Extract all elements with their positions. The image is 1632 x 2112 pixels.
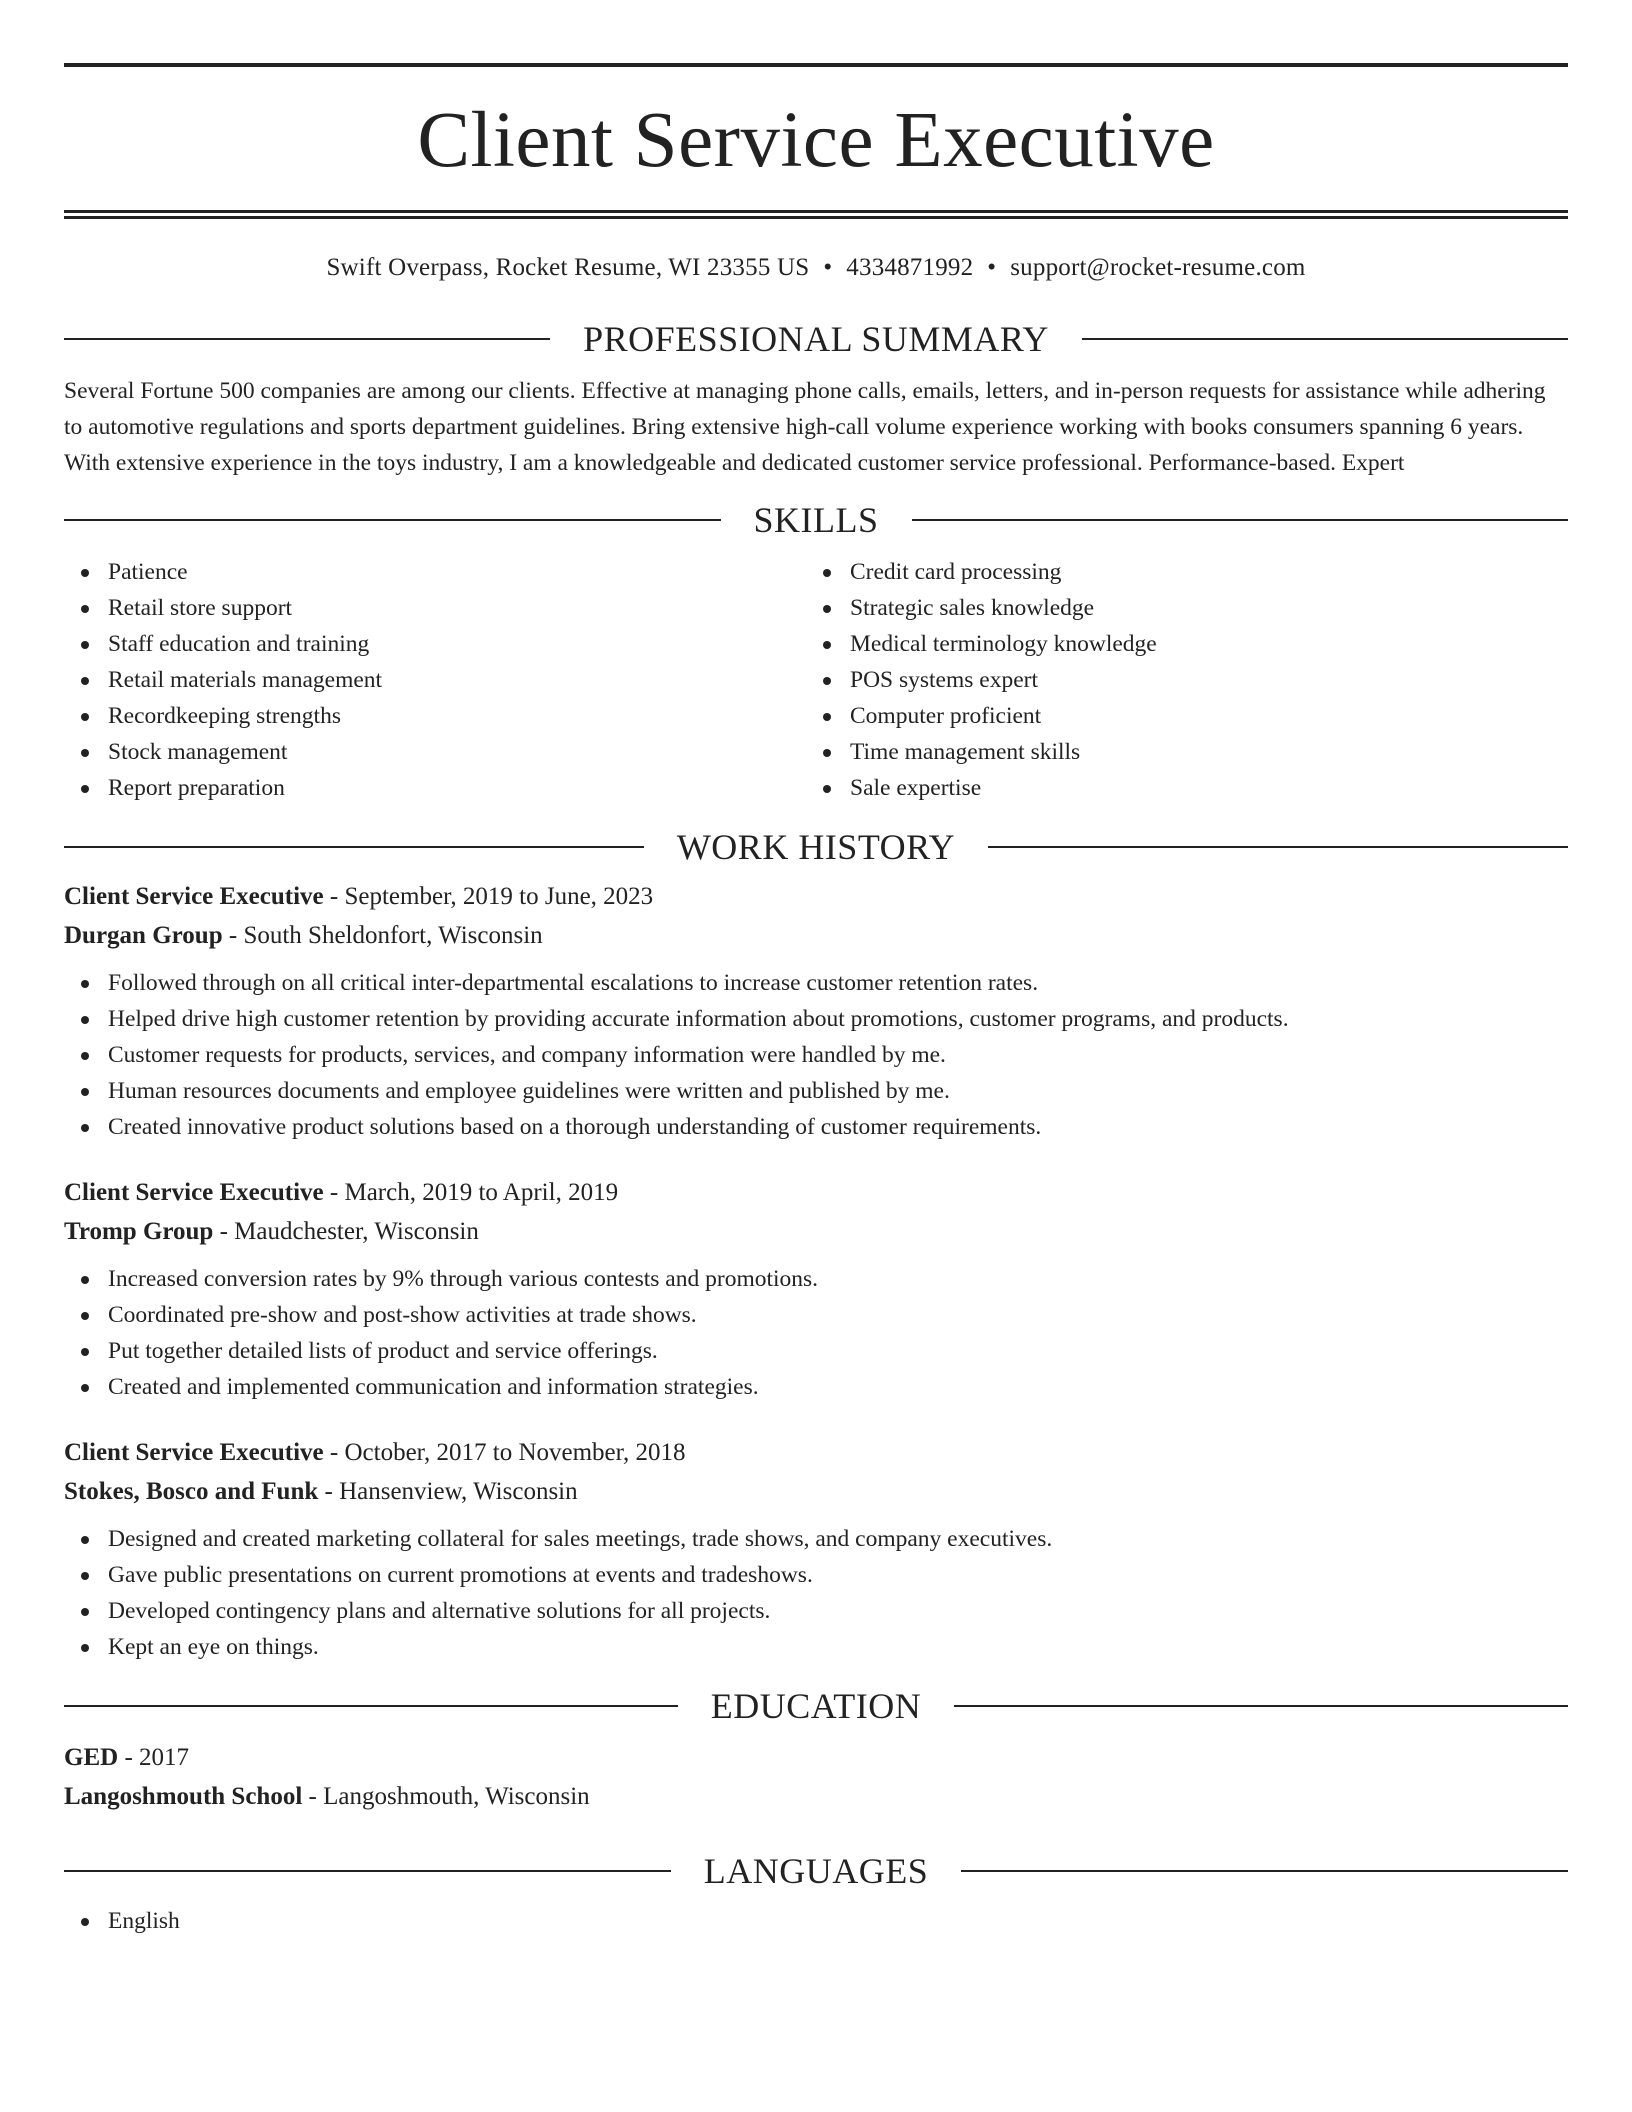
job-entry <box>64 1433 1568 1665</box>
dash-separator: - <box>213 1218 235 1245</box>
job-location: South Sheldonfort, Wisconsin <box>243 922 543 949</box>
education-school: Langoshmouth School <box>64 1783 303 1810</box>
job-title-line <box>64 1173 1568 1212</box>
job-company: Stokes, Bosco and Funk <box>64 1478 319 1505</box>
heading-rule <box>912 519 1569 521</box>
job-title-line <box>64 1433 1568 1472</box>
title-top-rule <box>64 63 1568 67</box>
heading-rule <box>954 1705 1568 1707</box>
job-bullets <box>64 1261 1568 1405</box>
heading-rule <box>1082 338 1568 340</box>
contact-separator: • <box>823 254 833 281</box>
section-heading-skills <box>64 500 1568 540</box>
job-bullet: Gave public presentations on current promotions at events and tradeshows. <box>64 1557 1568 1593</box>
job-bullet: Put together detailed lists of product and service offerings. <box>64 1333 1568 1369</box>
resume-page <box>64 0 1568 1939</box>
job-title: Client Service Executive <box>64 883 324 910</box>
job-company: Durgan Group <box>64 922 223 949</box>
skill-item: Time management skills <box>806 734 1548 770</box>
education-degree: GED <box>64 1744 119 1771</box>
education-school-line <box>64 1777 1568 1816</box>
job-location: Maudchester, Wisconsin <box>234 1218 479 1245</box>
job-dates: October, 2017 to November, 2018 <box>344 1439 686 1466</box>
heading-rule <box>64 519 721 521</box>
skill-item: Report preparation <box>64 770 806 806</box>
job-title: Client Service Executive <box>64 1179 324 1206</box>
education-year: 2017 <box>139 1744 190 1771</box>
dash-separator: - <box>302 1783 324 1810</box>
job-dates: September, 2019 to June, 2023 <box>344 883 654 910</box>
skill-item: Stock management <box>64 734 806 770</box>
title-double-rule <box>64 210 1568 219</box>
section-heading-education <box>64 1686 1568 1726</box>
heading-rule <box>64 1705 678 1707</box>
skill-item: Recordkeeping strengths <box>64 698 806 734</box>
languages-list <box>64 1903 1568 1939</box>
dash-separator: - <box>323 883 345 910</box>
dash-separator: - <box>318 1478 340 1505</box>
job-bullet: Kept an eye on things. <box>64 1629 1568 1665</box>
job-company-line <box>64 916 1568 955</box>
job-bullet: Followed through on all critical inter-departmental escalations to increase customer retention rates. <box>64 965 1568 1001</box>
section-heading-label: LANGUAGES <box>703 1851 929 1891</box>
job-company: Tromp Group <box>64 1218 214 1245</box>
job-dates: March, 2019 to April, 2019 <box>344 1179 619 1206</box>
job-bullet: Created and implemented communication and information strategies. <box>64 1369 1568 1405</box>
job-entry <box>64 877 1568 1145</box>
job-bullet: Coordinated pre-show and post-show activities at trade shows. <box>64 1297 1568 1333</box>
job-bullet: Customer requests for products, services, and company information were handled by me. <box>64 1037 1568 1073</box>
language-item: English <box>64 1903 1568 1939</box>
job-title: Client Service Executive <box>64 1439 324 1466</box>
skill-item: Patience <box>64 554 806 590</box>
skill-item: Strategic sales knowledge <box>806 590 1548 626</box>
job-bullet: Human resources documents and employee guidelines were written and published by me. <box>64 1073 1568 1109</box>
dash-separator: - <box>118 1744 140 1771</box>
job-bullets <box>64 965 1568 1145</box>
section-heading-label: SKILLS <box>753 500 879 540</box>
dash-separator: - <box>323 1179 345 1206</box>
job-bullet: Helped drive high customer retention by providing accurate information about promotions, customer programs, and products. <box>64 1001 1568 1037</box>
section-heading-languages <box>64 1851 1568 1891</box>
section-heading-label: PROFESSIONAL SUMMARY <box>583 319 1049 359</box>
job-entry <box>64 1173 1568 1405</box>
section-heading-label: WORK HISTORY <box>676 827 956 867</box>
job-bullet: Created innovative product solutions based on a thorough understanding of customer requirements. <box>64 1109 1568 1145</box>
heading-rule <box>64 846 644 848</box>
contact-phone: 4334871992 <box>846 254 974 281</box>
skill-item: Staff education and training <box>64 626 806 662</box>
dash-separator: - <box>222 922 244 949</box>
heading-rule <box>988 846 1568 848</box>
job-bullets <box>64 1521 1568 1665</box>
skill-item: Computer proficient <box>806 698 1548 734</box>
section-heading-label: EDUCATION <box>710 1686 922 1726</box>
education-entry <box>64 1738 1568 1816</box>
heading-rule <box>64 338 550 340</box>
skills-column-right <box>806 554 1548 806</box>
skill-item: POS systems expert <box>806 662 1548 698</box>
section-heading-summary <box>64 319 1568 359</box>
skills-column-left <box>64 554 806 806</box>
education-location: Langoshmouth, Wisconsin <box>323 1783 590 1810</box>
dash-separator: - <box>323 1439 345 1466</box>
skills-list <box>64 554 1568 806</box>
skill-item: Retail materials management <box>64 662 806 698</box>
contact-line <box>64 253 1568 283</box>
contact-email: support@rocket-resume.com <box>1010 254 1306 281</box>
job-company-line <box>64 1472 1568 1511</box>
heading-rule <box>64 1870 671 1872</box>
job-title-line <box>64 877 1568 916</box>
job-bullet: Increased conversion rates by 9% through various contests and promotions. <box>64 1261 1568 1297</box>
job-location: Hansenview, Wisconsin <box>339 1478 578 1505</box>
skill-item: Retail store support <box>64 590 806 626</box>
job-bullet: Developed contingency plans and alternative solutions for all projects. <box>64 1593 1568 1629</box>
skill-item: Credit card processing <box>806 554 1548 590</box>
job-company-line <box>64 1212 1568 1251</box>
section-heading-work-history <box>64 827 1568 867</box>
contact-separator: • <box>987 254 997 281</box>
contact-address: Swift Overpass, Rocket Resume, WI 23355 US <box>326 254 810 281</box>
skill-item: Sale expertise <box>806 770 1548 806</box>
heading-rule <box>961 1870 1568 1872</box>
education-degree-line <box>64 1738 1568 1777</box>
summary-text: Several Fortune 500 companies are among our clients. Effective at managing phone calls, emails, letters, and in-person requests for assistance while adhering to automotive regulations and sports department guidelines. Bring extensive high-call volume experience working with books consumers spanning 6 years. With extensive experience in the toys industry, I am a knowledgeable and dedicated customer service professional. Performance-based. Expert <box>64 378 1546 476</box>
job-bullet: Designed and created marketing collateral for sales meetings, trade shows, and company executives. <box>64 1521 1568 1557</box>
skill-item: Medical terminology knowledge <box>806 626 1548 662</box>
resume-name: Client Service Executive <box>417 97 1215 184</box>
